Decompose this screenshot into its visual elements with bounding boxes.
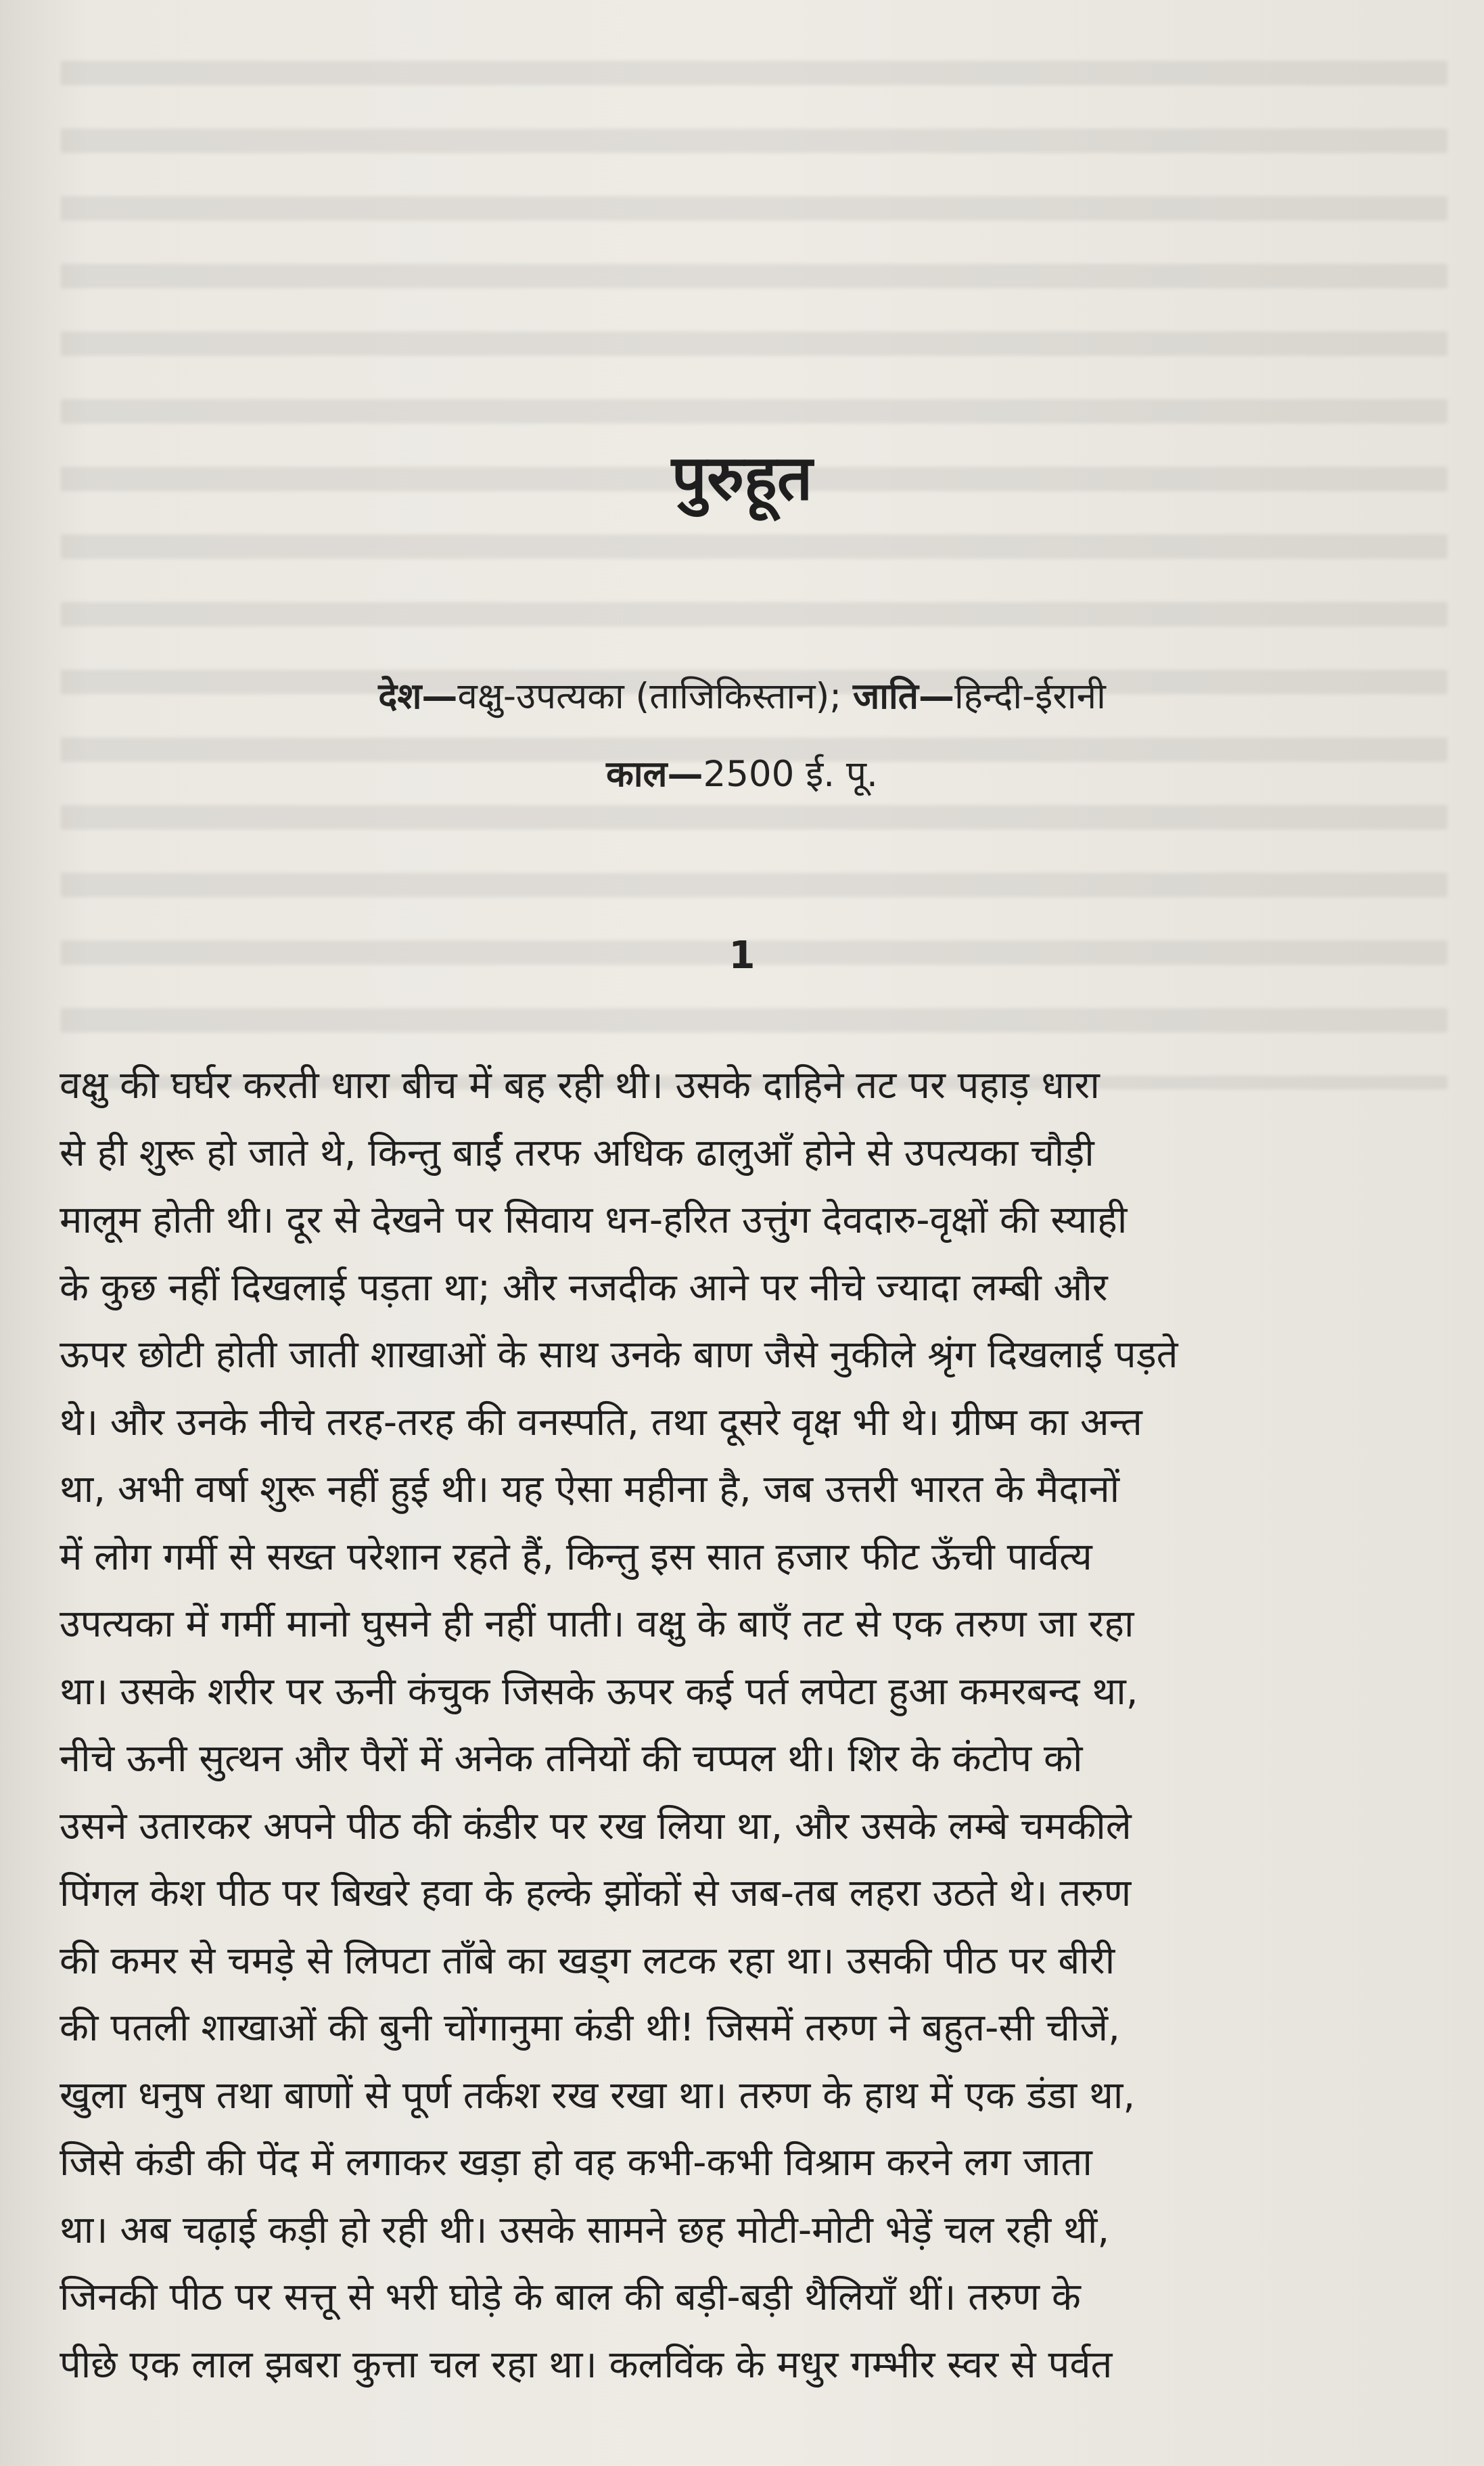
- section-number: 1: [728, 934, 756, 978]
- chapter-title: पुरुहूत: [671, 442, 813, 514]
- text-line: वक्षु की घर्घर करती धारा बीच में बह रही थी। उसके दाहिने तट पर पहाड़ धारा: [60, 1064, 1100, 1108]
- text-line: नीचे ऊनी सुत्थन और पैरों में अनेक तनियों की चप्पल थी। शिर के कंटोप को: [60, 1737, 1083, 1781]
- text-line: जिसे कंडी की पेंद में लगाकर खड़ा हो वह कभी-कभी विश्राम करने लग जाता: [60, 2141, 1092, 2185]
- text-line: था। उसके शरीर पर ऊनी कंचुक जिसके ऊपर कई पर्त लपेटा हुआ कमरबन्द था,: [60, 1669, 1138, 1714]
- text-line: जिनकी पीठ पर सत्तू से भरी घोड़े के बाल की बड़ी-बड़ी थैलियाँ थीं। तरुण के: [60, 2275, 1081, 2319]
- text-line: की कमर से चमड़े से लिपटा ताँबे का खड्ग लटक रहा था। उसकी पीठ पर बीरी: [60, 1938, 1115, 1983]
- text-line: पिंगल केश पीठ पर बिखरे हवा के हल्के झोंकों से जब-तब लहरा उठते थे। तरुण: [60, 1871, 1132, 1915]
- text-line: उसने उतारकर अपने पीठ की कंडीर पर रख लिया था, और उसके लम्बे चमकीले: [60, 1804, 1132, 1848]
- text-line: खुला धनुष तथा बाणों से पूर्ण तर्कश रख रखा था। तरुण के हाथ में एक डंडा था,: [60, 2073, 1136, 2118]
- jati-value: हिन्दी-ईरानी: [954, 676, 1106, 717]
- jati-label: जाति—: [852, 676, 954, 717]
- chapter-meta-line-2: [0, 748, 1484, 797]
- text-line: थे। और उनके नीचे तरह-तरह की वनस्पति, तथा दूसरे वृक्ष भी थे। ग्रीष्म का अन्त: [60, 1400, 1142, 1444]
- desh-value: वक्षु-उपत्यका (ताजिकिस्तान);: [457, 676, 842, 717]
- text-line: था, अभी वर्षा शुरू नहीं हुई थी। यह ऐसा महीना है, जब उत्तरी भारत के मैदानों: [60, 1467, 1120, 1511]
- text-line: पीछे एक लाल झबरा कुत्ता चल रहा था। कलविंक के मधुर गम्भीर स्वर से पर्वत: [60, 2342, 1113, 2387]
- text-line: उपत्यका में गर्मी मानो घुसने ही नहीं पाती। वक्षु के बाएँ तट से एक तरुण जा रहा: [60, 1602, 1134, 1646]
- kaal-label: काल—: [606, 754, 703, 795]
- text-line: था। अब चढ़ाई कड़ी हो रही थी। उसके सामने छह मोटी-मोटी भेड़ें चल रही थीं,: [60, 2208, 1110, 2252]
- chapter-meta-line-1: [0, 670, 1484, 719]
- body-text: [60, 1052, 1453, 2398]
- kaal-value: 2500 ई. पू.: [703, 754, 878, 795]
- text-line: ऊपर छोटी होती जाती शाखाओं के साथ उनके बाण जैसे नुकीले श्रृंग दिखलाई पड़ते: [60, 1333, 1178, 1377]
- text-line: से ही शुरू हो जाते थे, किन्तु बाईं तरफ अधिक ढालुआँ होने से उपत्यका चौड़ी: [60, 1131, 1094, 1175]
- desh-label: देश—: [378, 676, 458, 717]
- text-line: मालूम होती थी। दूर से देखने पर सिवाय धन-हरित उत्तुंग देवदारु-वृक्षों की स्याही: [60, 1198, 1128, 1242]
- text-line: में लोग गर्मी से सख्त परेशान रहते हैं, किन्तु इस सात हजार फीट ऊँची पार्वत्य: [60, 1534, 1092, 1579]
- text-line: के कुछ नहीं दिखलाई पड़ता था; और नजदीक आने पर नीचे ज्यादा लम्बी और: [60, 1265, 1108, 1310]
- text-line: की पतली शाखाओं की बुनी चोंगानुमा कंडी थी! जिसमें तरुण ने बहुत-सी चीजें,: [60, 2006, 1120, 2050]
